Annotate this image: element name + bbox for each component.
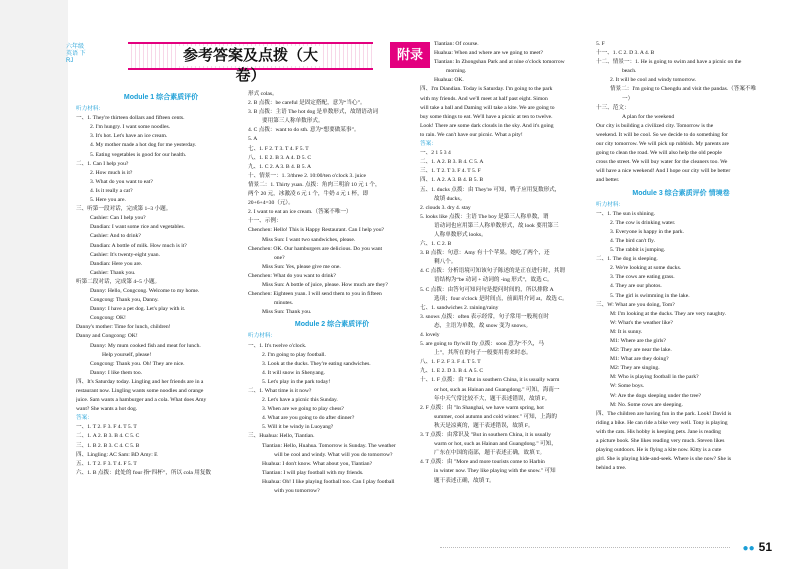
text-line: M1: What are they doing? (610, 356, 669, 363)
text-line: playing outdoors. He is flying a kite now. Kitty is a cute (596, 447, 722, 454)
section-heading: Module 1 综合素质评价 (123, 94, 199, 101)
text-line: 情景二：1. Thirty yuan. 点拨：角肉三明治 10 元 1 个， (248, 181, 381, 188)
text-line: 4. What are you going to do after dinner? (262, 415, 355, 422)
text-line: 一、1. The sun is shining. (596, 210, 656, 217)
text-line: 三、1. T 2. T 3. F 4. T 5. F (420, 168, 481, 175)
text-line: 3. Everyone is happy in the park. (610, 228, 684, 235)
text-line: summer, cool autumn and cold winter." 可知，上海的 (434, 413, 557, 420)
text-line: Danny and Congcong: OK! (76, 333, 138, 340)
text-line: 二、1. A 2. B 3. B 4. C 5. A (420, 159, 484, 166)
text-line: 三、Huahua: Hello, Tiantian. (248, 433, 315, 440)
text-line: 3. What do you want to eat? (90, 178, 153, 185)
text-line: 3. It's hot. Let's have an ice cream. (90, 133, 168, 140)
text-line: 4. C 点拨：want to do sth. 意为“想要做某事”。 (248, 127, 360, 134)
text-line: 4. They are our photos. (610, 283, 662, 290)
text-line: Huahua: OK. (434, 77, 464, 84)
text-line: W: Are the dogs sleeping under the tree? (610, 392, 701, 399)
text-line: 四、1. A 2. A 3. B 4. B 5. B (420, 177, 484, 184)
text-line: 3. snows 点拨：often 表示经常，句子常用一般现在时 (420, 313, 549, 320)
text-line: Tiantian: In Zhongshan Park and at nine o'clock tomorrow (434, 59, 565, 66)
column-1 (76, 90, 246, 478)
text-line: 要用第三人称单数形式。 (262, 118, 324, 125)
text-line: warm or hot, such as Hainan and Guangdong." 可知， (434, 441, 557, 448)
text-line: Danny: Hello, Congcong. Welcome to my home. (90, 287, 200, 294)
text-line: going to clean the road. We will also help the old people (596, 150, 722, 157)
text-line: 语结构为“be 动词 + 动词的 -ing 形式”，故选 C。 (434, 277, 553, 284)
subsection-label: 答案： (420, 141, 437, 148)
text-line: 5. F (596, 41, 605, 47)
text-line: 七、1. sandwiches 2. raining/rainy (420, 304, 499, 311)
text-line: Tiantian: Hello, Huahua. Tomorrow is Sunday. The weather (262, 442, 396, 449)
text-line: will take a ball and Daming will take a kite. We are going to (420, 104, 555, 111)
text-line: 十、情景一：1. 3/three 2. 10:00/ten o'clock 3. juice (248, 172, 366, 179)
text-line: 两个 20 元，冰激凌 6 元 1 个，牛奶 4 元 1 杯，即 (248, 191, 369, 198)
text-line: Cashier: Can I help you? (90, 215, 146, 222)
text-line: 剩八个。 (434, 259, 457, 266)
text-line: Chenchen: Eighteen yuan. I will send them to you in fifteen (248, 291, 382, 298)
text-line: girl. She is playing hide-and-seek. Where is she now? She is (596, 456, 732, 463)
text-line: 3. The cows are eating grass. (610, 274, 675, 281)
text-line: restaurant now. Lingling wants some noodles and orange (76, 388, 204, 394)
text-line: Miss Sun: Yes, please give me one. (262, 263, 341, 270)
text-line: 5. are going to fly/will fly 点拨：soon 意为“不久，马 (420, 341, 544, 348)
text-line: 二、1. What time is it now? (248, 388, 312, 394)
text-line: 五、1. ducks 点拨：由 They're 可知，鸭子应用复数形式， (420, 186, 561, 193)
text-line: 题干表述正确，故填 T。 (434, 477, 495, 484)
text-line: 二、1. Can I help you? (76, 160, 129, 167)
text-line: 5. Let's play in the park today! (262, 378, 331, 385)
text-line: 语动词也应用第三人称单数形式，故 look 要用第三 (434, 222, 559, 229)
text-line: Cashier: And to drink? (90, 233, 141, 240)
text-line: 二、1. The dog is sleeping. (596, 256, 658, 263)
text-line: M: I'm looking at the ducks. They are very naughty. (610, 310, 726, 317)
text-line: Dandian: A bottle of milk. How much is it? (90, 242, 187, 249)
text-line: 十二、情景一：1. He is going to swim and have a picnic on the (596, 59, 742, 66)
text-line: 故填 ducks。 (434, 195, 466, 202)
text-line: 十三、范文： (596, 104, 630, 111)
text-line: 2. I want to eat an ice cream.（答案不唯一） (248, 209, 352, 216)
text-line: or hot, such as Hainan and Guangdong." 可知，海南一 (434, 386, 560, 393)
text-line: 一、1. It's twelve o'clock. (248, 342, 307, 349)
text-line: weekend. It will be cool. So we decide to do something for (596, 131, 728, 138)
text-line: 2. How much is it? (90, 169, 133, 176)
text-line: 情景二：I'm going to Chengdu and visit the pandas.（答案不唯 (610, 86, 757, 93)
text-line: 3. B 点拨：主语 The hot dog 是单数形式，故谓语动词 (248, 109, 379, 116)
text-line: juice. Sam wants a hamburger and a cola. What does Amy (76, 397, 207, 404)
text-line: 四、I'm Diandian. Today is Saturday. I'm going to the park (420, 86, 553, 93)
text-line: 2. We're looking at some ducks. (610, 265, 682, 272)
text-line: will have a nice weekend! And I hope our city will be better (596, 168, 731, 175)
text-line: 十一、示例： (248, 218, 282, 225)
text-line: 四、Lingling: AC Sam: BD Amy: E (76, 451, 158, 458)
text-line: 秋天是凉爽的，题干表述错误，故填 F。 (434, 422, 534, 429)
text-line: 一、1. They're thirteen dollars and fifteen cents. (76, 115, 185, 122)
text-line: Tiantian: Of course. (434, 41, 479, 47)
text-line: Congcong: OK! (90, 315, 126, 322)
text-line: Danny: My mum cooked fish and meat for lunch. (90, 342, 201, 349)
text-line: 三、W: What are you doing, Tom? (596, 301, 675, 308)
text-line: 一、2 1 5 3 4 (420, 150, 451, 157)
section-heading: Module 3 综合素质评价 情境卷 (632, 189, 730, 197)
text-line: 四、The children are having fun in the park. Look! David is (596, 410, 732, 417)
text-line: Chenchen: What do you want to drink? (248, 272, 336, 279)
text-line: Cashier: It's twenty-eight yuan. (90, 251, 160, 258)
text-line: 5. looks like 点拨：主语 The boy 是第三人称单数，谓 (420, 213, 549, 220)
text-line: W: Some boys. (610, 383, 645, 390)
text-line: will be cool and windy. What will you do tomorrow? (274, 451, 393, 458)
text-line: 四、It's Saturday today. Lingling and her friends are in a (76, 378, 204, 385)
text-line: Danny: I have a pet dog. Let's play with it. (90, 306, 186, 313)
text-line: 3. When are we going to play chess? (262, 406, 344, 413)
left-margin-band (0, 0, 68, 569)
text-line: want? She wants a hot dog. (76, 406, 138, 413)
text-line: 3. T 点拨：由常识及 "But in southern China, it is usually (420, 432, 551, 439)
text-line: Miss Sun: I want two sandwiches, please. (262, 236, 356, 243)
text-line: with the cats. His hobby is keeping pets. Jane is reading (596, 428, 721, 435)
text-line: M1: Where are the girls? (610, 338, 666, 344)
page-footer (743, 540, 772, 554)
text-line: 态，主语为单数，故 snow 变为 snows。 (434, 322, 532, 329)
text-line: 一） (622, 95, 634, 102)
text-line: 一、1. T 2. F 3. F 4. T 5. T (76, 424, 137, 431)
text-line: 九、1. C 2. A 3. B 4. B 5. A (248, 163, 312, 170)
text-line: buy some things to eat. We'll have a picnic at ten to twelve. (420, 113, 553, 120)
text-line: 八、1. E 2. B 3. A 4. D 5. C (248, 154, 312, 161)
text-line: M: It is sunny. (610, 328, 643, 335)
text-line: 上”，其所在的句子一般要用将来时态。 (434, 350, 532, 357)
text-line: 十一、1. C 2. D 3. A 4. B (596, 50, 655, 57)
text-line: 2. It will be cool and windy tomorrow. (610, 77, 697, 84)
text-line: 4. It will snow in Shenyang. (262, 369, 325, 376)
text-line: 4. T 点拨：由 "More and more tourists come to Harbin (420, 459, 545, 466)
text-line: with you tomorrow? (274, 488, 320, 495)
text-line: a picture book. She likes reading very much. Steven likes (596, 438, 725, 445)
text-line: Our city is building a civilized city. Tomorrow is the (596, 122, 714, 129)
title-banner (128, 42, 373, 84)
text-line: 五、1. T 2. F 3. T 4. F 5. T (76, 460, 137, 467)
text-line: Look! There are some dark clouds in the sky. And it's going (420, 122, 554, 129)
text-line: 5. A (248, 136, 258, 143)
page-title: 参考答案及点拨（大卷） (178, 46, 323, 66)
text-line: W: What's the weather like? (610, 319, 673, 326)
text-line: and better. (596, 177, 620, 184)
text-line: 选项；four o'clock 是时间点，前面用介词 at，故选 C。 (434, 295, 568, 302)
text-line: 二、1. A 2. B 3. B 4. C 5. C (76, 433, 140, 440)
text-line: minutes. (274, 300, 294, 307)
text-line: beach. (622, 68, 637, 75)
text-line: with my friends. And we'll meet at half past eight. Simon (420, 95, 548, 102)
text-line: 5. The girl is swimming in the lake. (610, 292, 690, 299)
text-line: 八、1. F 2. F 3. F 4. T 5. T (420, 359, 481, 366)
subsection-label: 听力材料： (76, 106, 104, 113)
text-line: 5. The rabbit is jumping. (610, 247, 666, 254)
text-line: cross the street. We will buy water for the cleaners too. We (596, 159, 728, 166)
subsection-label: 答案： (76, 415, 93, 422)
text-line: 5. Here you are. (90, 197, 126, 204)
text-line: 4. lovely (420, 332, 440, 338)
text-line: 2. clouds 3. dry 4. stay (420, 204, 471, 211)
text-line: M2: They are near the lake. (610, 347, 672, 354)
text-line: 2. Let's have a picnic this Sunday. (262, 397, 338, 404)
text-line: 六、1. C 2. B (420, 241, 452, 248)
text-line: to rain. We can't have our picnic. What a pity! (420, 131, 523, 138)
text-line: Huahua: I don't know. What about you, Tiantian? (262, 460, 373, 467)
text-line: 2. I'm going to play football. (262, 351, 326, 358)
text-line: A plan for the weekend (622, 113, 675, 120)
text-line: 5. Will it be windy in Luoyang? (262, 424, 334, 431)
text-line: behind a tree. (596, 465, 627, 472)
text-line: 3. B 点拨：句意：Amy 有十个苹果。她吃了两个，还 (420, 250, 550, 257)
text-line: M2: They are singing. (610, 365, 660, 372)
text-line: Chenchen: Hello! This is Happy Restaurant. Can I help you? (248, 227, 384, 234)
text-line: 七、1. F 2. T 3. T 4. F 5. T (248, 145, 309, 152)
text-line: 广东在中国的南部，题干表述正确，故填 T。 (434, 450, 546, 457)
text-line: 年中天气常比较不大，题干表述错误，故填 F。 (434, 395, 551, 402)
text-line: 3. Look at the ducks. They're eating sandwiches. (262, 360, 371, 367)
text-line: 5. Eating vegetables is good for our health. (90, 151, 187, 158)
text-line: 2. B 点拨：be careful 是固定搭配，意为“当心”。 (248, 100, 366, 107)
text-line: Cashier: Thank you. (90, 269, 136, 276)
text-line: 九、1. E 2. D 3. B 4. A 5. C (420, 368, 484, 375)
text-line: 形式 colas。 (248, 91, 278, 97)
text-line: 2. The cow is drinking water. (610, 219, 676, 226)
text-line: Congcong: Thank you, Danny. (90, 297, 159, 304)
text-line: 5. C 点拨：由答句可知问句是提问时间的，所以排除 A (420, 286, 554, 293)
text-line: riding a bike. He can ride a bike very well. Tony is playing (596, 419, 728, 426)
text-line: in winter now. They like playing with the snow." 可知 (434, 468, 556, 475)
text-line: 三、听第一段对话，完成第 1~3 小题。 (76, 206, 172, 213)
text-line: Huahua: When and where are we going to meet? (434, 50, 543, 57)
text-line: one? (274, 254, 285, 261)
text-line: Dandian: Here you are. (90, 260, 143, 267)
text-line: Congcong: Thank you. Oh! They are nice. (90, 360, 185, 367)
appendix-tag: 附录 (390, 42, 430, 68)
text-line: 三、1. B 2. B 3. C 4. C 5. B (76, 442, 140, 449)
text-line: Tiantian: I will play football with my friends. (262, 469, 364, 476)
column-2 (248, 90, 416, 496)
text-line: Danny's mother: Time for lunch, children! (76, 324, 171, 331)
text-line: Help yourself, please! (102, 351, 152, 358)
text-line: 十、1. F 点拨：由 "But in southern China, it is usually warm (420, 377, 560, 384)
page-number: 51 (758, 540, 772, 554)
text-line: Miss Sun: A bottle of juice, please. How much are they? (262, 281, 388, 288)
text-line: Huahua: Oh! I like playing football too. Can I play football (262, 478, 395, 485)
text-line: 20+6+4=30（元）。 (248, 200, 294, 207)
text-line: our city tomorrow. We will pick up rubbish. My parents are (596, 141, 729, 148)
footer-dots-icon: ●● (742, 543, 755, 554)
text-line: Dandian: I want some rice and vegetables. (90, 224, 185, 231)
column-3 (420, 40, 588, 486)
text-line: Chenchen: OK. Our hamburgers are delicious. Do you want (248, 245, 383, 252)
text-line: 2. F 点拨：由 "In Shanghai, we have warm spring, hot (420, 404, 544, 411)
text-line: Danny: I like them too. (90, 369, 143, 376)
section-heading: Module 2 综合素质评价 (294, 321, 370, 329)
subsection-label: 听力材料： (248, 333, 276, 340)
text-line: 4. The bird can't fly. (610, 237, 655, 244)
subsection-label: 听力材料： (596, 201, 624, 208)
text-line: morning. (446, 68, 467, 75)
text-line: M: Who is playing football in the park? (610, 374, 699, 381)
text-line: Miss Sun: Thank you. (262, 309, 312, 316)
text-line: 4. My mother made a hot dog for me yesterday. (90, 142, 197, 149)
text-line: 人称单数形式 looks。 (434, 231, 487, 238)
text-line: 听第二段对话，完成第 4~5 小题。 (76, 278, 161, 285)
text-line: 2. I'm hungry. I want some noodles. (90, 124, 171, 131)
footer-divider (440, 547, 730, 551)
text-line: M: No. Some cows are sleeping. (610, 401, 683, 408)
grade-label: 六年级 英语 下 RJ (66, 44, 86, 64)
text-line: 六、1. B 点拨：此处的 four 指“四杯”，所以 cola 用复数 (76, 469, 212, 476)
column-4 (596, 40, 766, 473)
text-line: 4. Is it really a cat? (90, 187, 133, 194)
text-line: 4. C 点拨：分析语境可知该句子陈述的是正在进行时，其谓 (420, 268, 565, 275)
